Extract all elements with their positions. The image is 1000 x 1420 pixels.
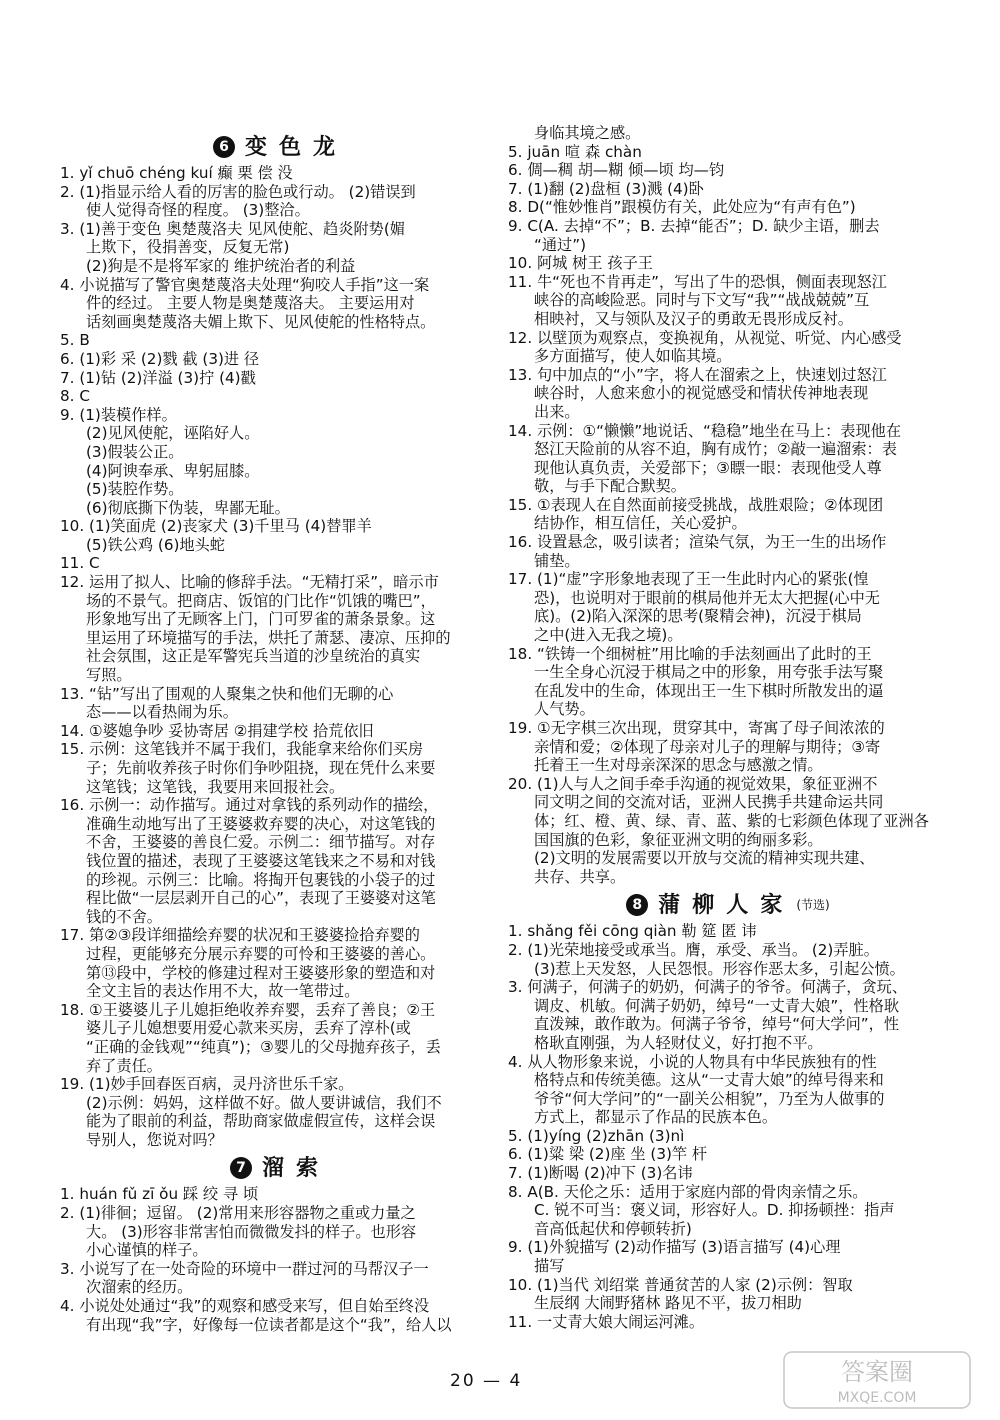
- answer-line: 这笔钱；这笔钱，我要用来回报社会。: [86, 777, 345, 796]
- answer-line: 10. (1)笑面虎 (2)丧家犬 (3)千里马 (4)替罪羊: [60, 517, 372, 536]
- answer-line: 11. 牛“死也不肯再走”，写出了牛的恐惧，侧面表现怒江: [508, 272, 887, 291]
- answer-line: 钱位置的描述，表现了王婆婆这笔钱来之不易和对钱: [86, 851, 436, 870]
- answer-line: 铺垫。: [534, 551, 580, 570]
- section-header: [60, 1153, 500, 1183]
- answer-line: 次溜索的经历。: [86, 1278, 193, 1297]
- answer-line: 调皮、机敏。何满子奶奶，绰号“一丈青大娘”，性格耿: [534, 996, 900, 1015]
- answer-line: 场的不景气。把商店、饭馆的门比作“饥饿的嘴巴”，: [86, 591, 436, 610]
- answer-line: 1. huán fǔ zī ǒu 踩 绞 寻 顷: [60, 1185, 259, 1204]
- answer-line: 峡谷的高峻险恶。同时与下文写“我”“战战兢兢”互: [534, 291, 870, 310]
- answer-line: 里运用了环境描写的手法，烘托了萧瑟、凄凉、压抑的: [86, 628, 451, 647]
- answer-line: 7. (1)翻 (2)盘桓 (3)溅 (4)卧: [508, 179, 704, 198]
- answer-line: 19. ①无字棋三次出现，贯穿其中，寄寓了母子间浓浓的: [508, 719, 885, 737]
- answer-line: 14. ①婆媳争吵 妥协寄居 ②捐建学校 拾荒依旧: [60, 721, 374, 740]
- answer-line: 19. (1)妙手回春医百病，灵丹济世乐千家。: [60, 1075, 354, 1094]
- answer-line: 子；先前收养孩子时你们争吵阻挠，现在凭什么来要: [86, 759, 436, 777]
- watermark-text: 答案圈: [841, 1358, 913, 1386]
- answer-line: 相映衬，又与领队及汉子的勇敢无畏形成反衬。: [534, 309, 853, 328]
- answer-line: (3)惹上天发怒，人民怨恨。形容作恶太多，引起公愤。: [534, 959, 905, 978]
- answer-line: 同文明之间的交流对话，亚洲人民携手共建命运共同: [534, 793, 884, 812]
- answer-line: 9. (1)外貌描写 (2)动作描写 (3)语言描写 (4)心理: [508, 1238, 841, 1257]
- answer-line: 使人觉得奇怪的程度。 (3)整洽。: [86, 201, 310, 220]
- answer-line: 12. 运用了拟人、比喻的修辞手法。“无精打采”，暗示市: [60, 573, 439, 592]
- answer-line: 上欺下，役捐善变，反复无常): [86, 238, 290, 257]
- section-number-badge: 7: [230, 1157, 252, 1179]
- section-title: 蒲柳人家: [658, 892, 795, 919]
- answer-line: 不舍，王婆婆的善良仁爱。示例二：细节描写。对存: [86, 833, 436, 852]
- answer-line: 20. (1)人与人之间手牵手沟通的视觉效果，象征亚洲不: [508, 774, 878, 793]
- answer-line: 在乱发中的生命，体现出王一生下棋时所散发出的逼: [534, 681, 884, 700]
- page-number: 20 — 4: [450, 1371, 523, 1391]
- answer-line: 11. C: [60, 554, 100, 573]
- answer-line: (2)狗是不是将军家的 维护统治者的利益: [86, 256, 356, 275]
- answer-line: 能为了眼前的利益，帮助商家做虚假宣传，这样会误: [86, 1112, 436, 1131]
- section-header: [60, 132, 500, 162]
- answer-line: 16. 设置悬念，吸引读者；渲染气氛，为王一生的出场作: [508, 533, 887, 552]
- answer-line: 导别人，您说对吗？: [86, 1130, 223, 1149]
- answer-line: 15. 示例：这笔钱并不属于我们，我能拿来给你们买房: [60, 740, 424, 759]
- answer-line: 直泼辣，敢作敢为。何满子爷爷，绰号“何大学问”，性: [534, 1015, 900, 1034]
- section-header: [508, 890, 948, 920]
- right-column: [508, 124, 948, 1331]
- answer-line: 18. “铁铸一个细树桩”用比喻的手法刻画出了此时的王: [508, 644, 872, 663]
- answer-line: 4. 小说处处通过“我”的观察和感受来写，但自始至终没: [60, 1297, 430, 1316]
- answer-line: (5)装腔作势。: [86, 480, 184, 499]
- answer-line: 格特点和传统美德。这从“一丈青大娘”的绰号得来和: [534, 1071, 884, 1090]
- section-subtitle: (节选): [796, 898, 830, 913]
- answer-line: “正确的金钱观”“纯真”)；③婴儿的父母抛弃孩子，丢: [86, 1037, 441, 1056]
- answer-line: 峡谷时，人愈来愈小的视觉感受和情状传神地表现: [534, 384, 869, 403]
- answer-line: 件的经过。 主要人物是奥楚蔑洛夫。 主要运用对: [86, 294, 415, 313]
- answer-line: 5. (1)yíng (2)zhān (3)nì: [508, 1126, 685, 1145]
- answer-line: 人气势。: [534, 700, 595, 719]
- answer-line: 2. (1)徘徊；逗留。 (2)常用来形容器物之重或力量之: [60, 1204, 416, 1223]
- answer-line: 多方面描写，使人如临其境。: [534, 347, 732, 366]
- answer-line: 12. 以壁顶为观察点，变换视角，从视觉、听觉、内心感受: [508, 328, 902, 347]
- answer-line: “通过”): [534, 235, 587, 254]
- answer-line: 有出现“我”字，好像每一位读者都是这个“我”，给人以: [86, 1315, 452, 1334]
- answer-line: 第⑬段中，学校的修建过程对王婆婆形象的塑造和对: [86, 963, 436, 982]
- answer-line: 爷爷“何大学问”的“一副关公相貌”，乃至为人做事的: [534, 1089, 885, 1108]
- answer-line: 6. (1)彩 采 (2)戮 截 (3)进 径: [60, 349, 260, 368]
- answer-line: 9. (1)装模作样。: [60, 405, 177, 424]
- section-number-badge: 6: [213, 136, 235, 158]
- answer-line: 大。 (3)形容非常害怕而微微发抖的样子。也形容: [86, 1222, 417, 1241]
- answer-line: 之中(进入无我之境)。: [534, 626, 683, 645]
- answer-line: C. 锐不可当：褒义词，形容好人。D. 抑扬顿挫：指声: [534, 1201, 895, 1220]
- answer-line: 17. (1)“虚”字形象地表现了王一生此时内心的紧张(惶: [508, 570, 869, 589]
- left-column: [60, 128, 500, 1334]
- answer-line: 5. juān 喧 森 chàn: [508, 142, 642, 161]
- answer-line: 怒江天险前的从容不迫，胸有成竹；②敲一遍溜索：表: [534, 440, 897, 459]
- answer-line: 6. 倜—稠 胡—糊 倾—顷 均—钧: [508, 161, 725, 180]
- watermark-url: MXQE.COM: [837, 1390, 917, 1406]
- answer-line: 国国旗的色彩，象征亚洲文明的绚丽多彩。: [534, 830, 823, 849]
- answer-line: 7. (1)钻 (2)洋溢 (3)拧 (4)戳: [60, 368, 256, 387]
- answer-line: 底)。(2)陷入深深的思考(聚精会神)，沉浸于棋局: [534, 607, 862, 626]
- answer-line: 出来。: [534, 402, 580, 421]
- answer-line: 1. shǎng fěi cōng qiàn 勒 筵 匿 讳: [508, 922, 757, 941]
- answer-line: 17. 第②③段详细描绘弃婴的状况和王婆婆捡拾弃婴的: [60, 926, 420, 945]
- answer-line: 亲情和爱；②体现了母亲对儿子的理解与期待；③寄: [534, 737, 881, 756]
- answer-line: (2)示例：妈妈，这样做不好。做人要讲诚信，我们不: [86, 1093, 442, 1112]
- answer-line: 结协作，相互信任，关心爱护。: [534, 514, 747, 533]
- answer-line: 态——以看热闹为乐。: [86, 703, 238, 722]
- section-title: 溜索: [261, 1155, 330, 1182]
- answer-line: 形象地写出了无顾客上门，门可罗雀的萧条景象。这: [86, 610, 436, 629]
- answer-line: 音高低起伏和停顿转折): [534, 1219, 692, 1238]
- watermark-logo: [782, 1350, 972, 1410]
- answer-line: 婆儿子儿媳想要用爱心款来买房，丢弃了淳朴(或: [86, 1019, 411, 1038]
- answer-line: 程比做“一层层剥开自己的心”，表现了王婆婆对这笔: [86, 889, 436, 908]
- answer-line: 敬，与手下配合默契。: [534, 477, 686, 496]
- answer-line: 8. D(“惟妙惟肖”跟模仿有关，此处应为“有声有色”): [508, 198, 856, 217]
- answer-line: 现他认真负责，关爱部下；③瞟一眼：表现他受人尊: [534, 458, 882, 477]
- answer-line: 弃了责任。: [86, 1056, 162, 1075]
- answer-line: (6)彻底撕下伪装，卑鄙无耻。: [86, 498, 290, 517]
- answer-line: 15. ①表现人在自然面前接受挑战，战胜艰险；②体现团: [508, 495, 884, 514]
- answer-line: 13. “钻”写出了围观的人聚集之快和他们无聊的心: [60, 684, 394, 703]
- answer-line: 体；红、橙、黄、绿、青、蓝、紫的七彩颜色体现了亚洲各: [534, 811, 929, 830]
- answer-line: 2. (1)指显示给人看的厉害的脸色或行动。 (2)错误到: [60, 182, 416, 201]
- section-title: 变色龙: [244, 133, 347, 160]
- answer-line: 18. ①王婆婆儿子儿媳拒绝收养弃婴，丢弃了善良；②王: [60, 1000, 436, 1019]
- answer-line: 3. 小说写了在一处奇险的环境中一群过河的马帮汉子一: [60, 1259, 429, 1278]
- answer-line: 4. 小说描写了警官奥楚蔑洛夫处理“狗咬人手指”这一案: [60, 275, 430, 294]
- answer-line: 11. 一丈青大娘大闹运河滩。: [508, 1312, 705, 1331]
- answer-line: 16. 示例一：动作描写。通过对拿钱的系列动作的描绘，: [60, 796, 439, 815]
- answer-line: 描写: [534, 1257, 565, 1276]
- answer-line: 社会氛围，这正是军警宪兵当道的沙皇统治的真实: [86, 647, 421, 666]
- answer-line: 7. (1)断喝 (2)冲下 (3)名讳: [508, 1164, 693, 1183]
- answer-line: 5. B: [60, 331, 90, 350]
- answer-line: 钱的不舍。: [86, 907, 162, 926]
- answer-line: 身临其境之感。: [534, 124, 641, 142]
- answer-line: 8. A(B. 天伦之乐：适用于家庭内部的骨肉亲情之乐。: [508, 1182, 868, 1201]
- answer-line: 3. 何满子，何满子的奶奶，何满子的爷爷。何满子，贪玩、: [508, 978, 908, 997]
- answer-line: 8. C: [60, 387, 90, 406]
- answer-line: 2. (1)光荣地接受或承当。膺，承受、承当。 (2)弄脏。: [508, 940, 879, 959]
- answer-line: 准确生动地写出了王婆婆救弃婴的决心，对这笔钱的: [86, 814, 436, 833]
- answer-line: 10. 阿城 树王 孩子王: [508, 254, 653, 273]
- answer-line: (2)见风使舵，诬陷好人。: [86, 424, 260, 443]
- answer-line: 托着王一生对母亲深深的思念与感激之情。: [534, 756, 823, 775]
- answer-line: 格耿直刚强，为人轻财仗义，好打抱不平。: [534, 1033, 823, 1052]
- answer-line: 过程，更能够充分展示弃婴的可怜和王婆婆的善心。: [86, 944, 436, 963]
- answer-line: 14. 示例：①“懒懒”地说话、“稳稳”地坐在马上：表现他在: [508, 421, 902, 440]
- answer-line: 13. 句中加点的“小”字，将人在溜索之上，快速划过怒江: [508, 365, 887, 384]
- answer-line: 恐)，也说明对于眼前的棋局他并无太大把握(心中无: [534, 588, 880, 607]
- answer-line: (5)铁公鸡 (6)地头蛇: [86, 535, 225, 554]
- answer-line: 1. yǐ chuō chéng kuí 癫 栗 偿 没: [60, 164, 293, 182]
- answer-line: 方式上，都显示了作品的民族本色。: [534, 1108, 777, 1127]
- answer-line: 生辰纲 大闹野猪林 路见不平，拔刀相助: [534, 1294, 802, 1313]
- answer-line: 全文主旨的表达作用不大，故一笔带过。: [86, 982, 360, 1001]
- answer-line: 共存、共享。: [534, 867, 626, 886]
- answer-line: 话刻画奥楚蔑洛夫媚上欺下、见风使舵的性格特点。: [86, 312, 436, 331]
- answer-line: 写照。: [86, 666, 132, 685]
- answer-line: 3. (1)善于变色 奥楚蔑洛夫 见风使舵、趋炎附势(媚: [60, 219, 405, 238]
- answer-line: (2)文明的发展需要以开放与交流的精神实现共建、: [534, 849, 875, 868]
- answer-line: 9. C(A. 去掉“不”；B. 去掉“能否”；D. 缺少主语，删去: [508, 216, 880, 235]
- answer-line: 小心谨慎的样子。: [86, 1241, 208, 1260]
- answer-line: 的珍视。示例三：比喻。将掏开包裹钱的小袋子的过: [86, 870, 436, 889]
- answer-line: 10. (1)当代 刘绍棠 普通贫苦的人家 (2)示例：智取: [508, 1275, 853, 1294]
- answer-line: 一生全身心沉浸于棋局之中的形象，用夸张手法写聚: [534, 663, 884, 682]
- answer-line: 4. 从人物形象来说，小说的人物具有中华民族独有的性: [508, 1052, 877, 1071]
- answer-line: (4)阿谀奉承、卑躬屈膝。: [86, 461, 260, 480]
- section-number-badge: 8: [626, 894, 648, 916]
- answer-line: (3)假装公正。: [86, 442, 184, 461]
- answer-line: 6. (1)粱 梁 (2)座 坐 (3)竿 杆: [508, 1145, 708, 1164]
